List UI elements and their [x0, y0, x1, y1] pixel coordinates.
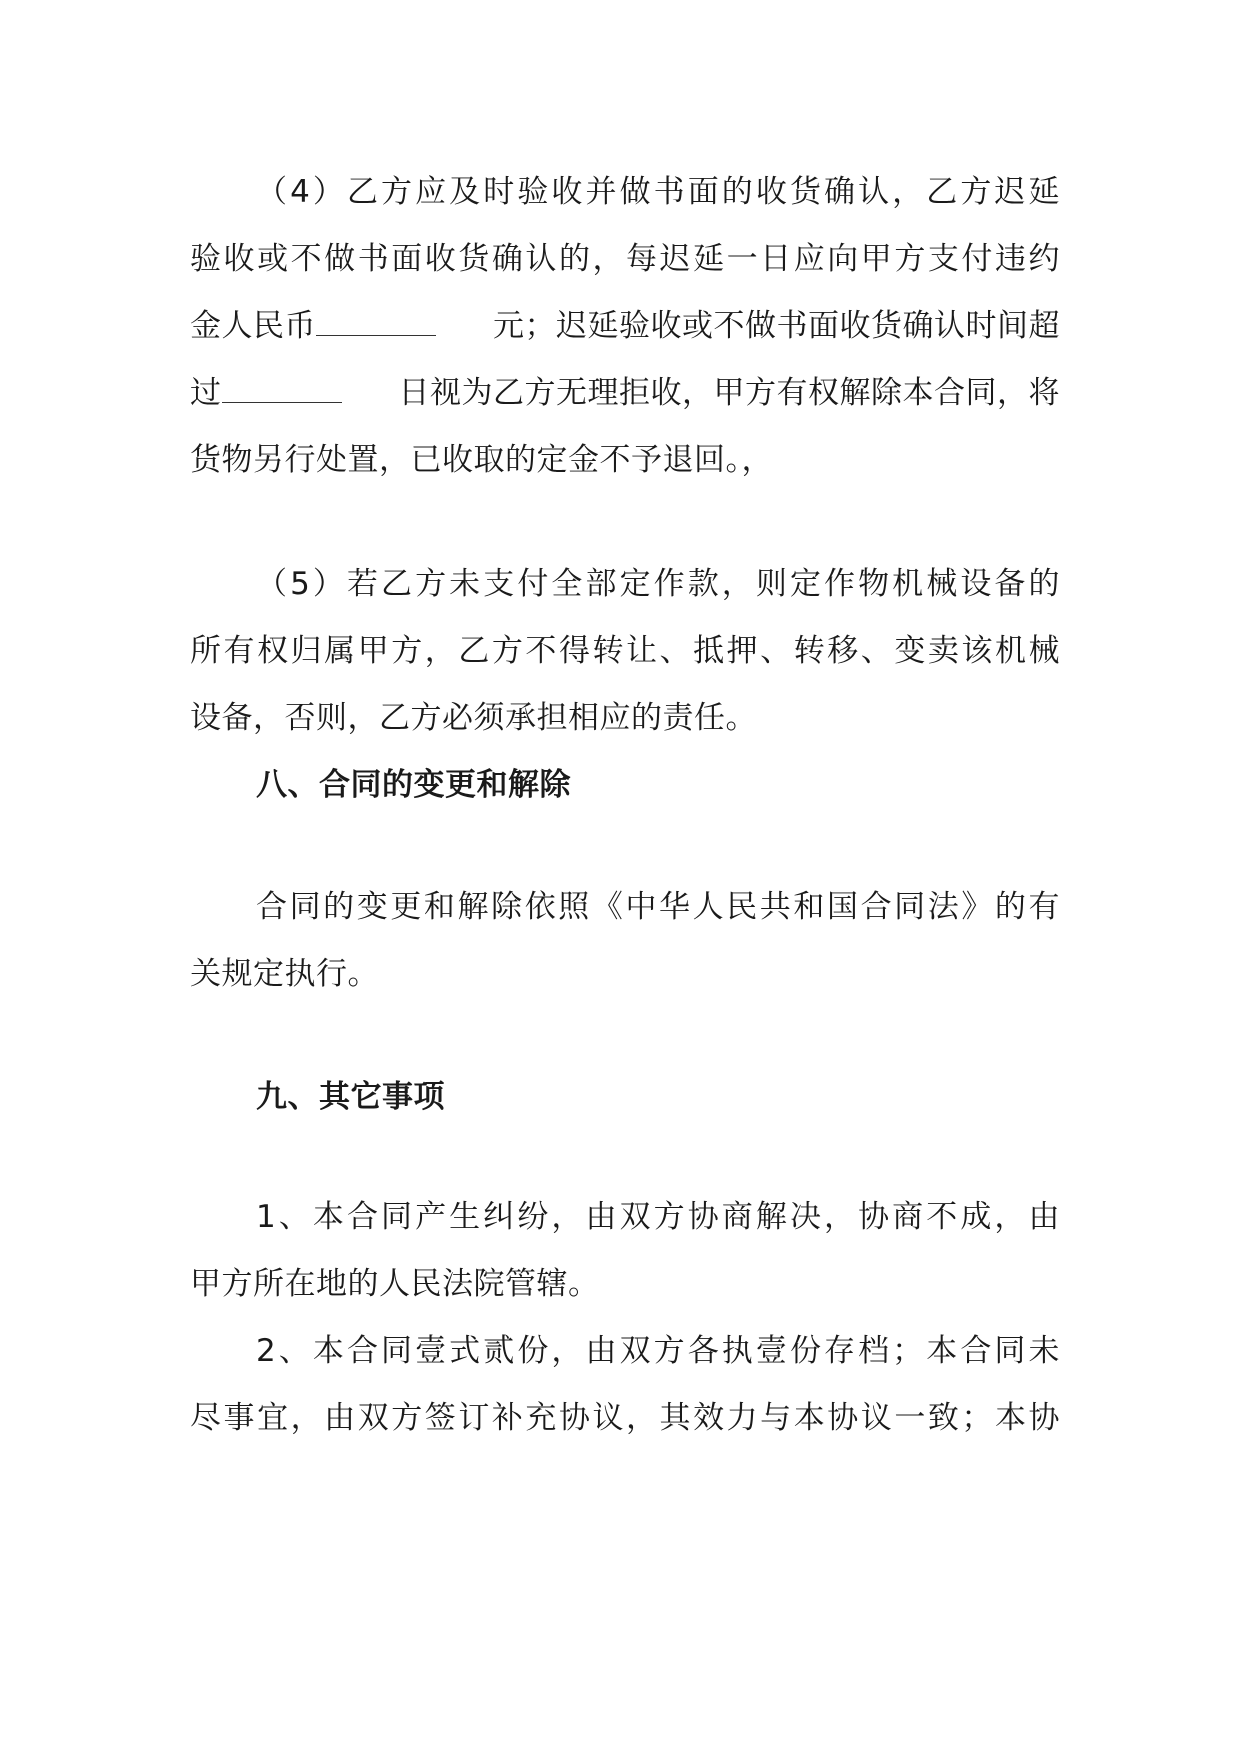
clause-4-line-4	[190, 371, 1060, 415]
clause-4-line-1: （4）乙方应及时验收并做书面的收货确认，乙方迟延	[256, 174, 1060, 210]
clause-4-line-4-end: 日视为乙方无理拒收，甲方有权解除本合同，将	[398, 375, 1060, 411]
section-9-item-1-line-2: 甲方所在地的人民法院管辖。	[190, 1266, 600, 1302]
clause-4-line-3	[190, 304, 1060, 348]
section-8-heading: 八、合同的变更和解除	[256, 767, 571, 803]
fill-in-blank-amount	[316, 305, 436, 336]
clause-4-line-5: 货物另行处置，已收取的定金不予退回。，	[190, 442, 773, 478]
clause-4-line-4-start: 过	[190, 371, 342, 415]
section-8-line-1: 合同的变更和解除依照《中华人民共和国合同法》的有	[256, 889, 1060, 925]
fill-in-blank-days	[222, 372, 342, 403]
clause-4-line-3-start: 金人民币	[190, 304, 436, 348]
section-9-heading: 九、其它事项	[256, 1079, 445, 1115]
section-9-item-1-line-1: 1、本合同产生纠纷，由双方协商解决，协商不成，由	[256, 1199, 1060, 1235]
clause-5-line-1: （5）若乙方未支付全部定作款，则定作物机械设备的	[256, 566, 1060, 602]
clause-4-line-3-end: 元；迟延验收或不做书面收货确认时间超	[493, 308, 1060, 344]
section-8-line-2: 关规定执行。	[190, 956, 379, 992]
clause-4-line-2: 验收或不做书面收货确认的，每迟延一日应向甲方支付违约	[190, 241, 1060, 277]
section-9-item-2-line-1: 2、本合同壹式贰份，由双方各执壹份存档；本合同未	[256, 1333, 1060, 1369]
clause-5-line-3: 设备，否则，乙方必须承担相应的责任。	[190, 700, 757, 736]
section-9-item-2-line-2: 尽事宜，由双方签订补充协议，其效力与本协议一致；本协	[190, 1400, 1060, 1436]
clause-5-line-2: 所有权归属甲方，乙方不得转让、抵押、转移、变卖该机械	[190, 633, 1060, 669]
